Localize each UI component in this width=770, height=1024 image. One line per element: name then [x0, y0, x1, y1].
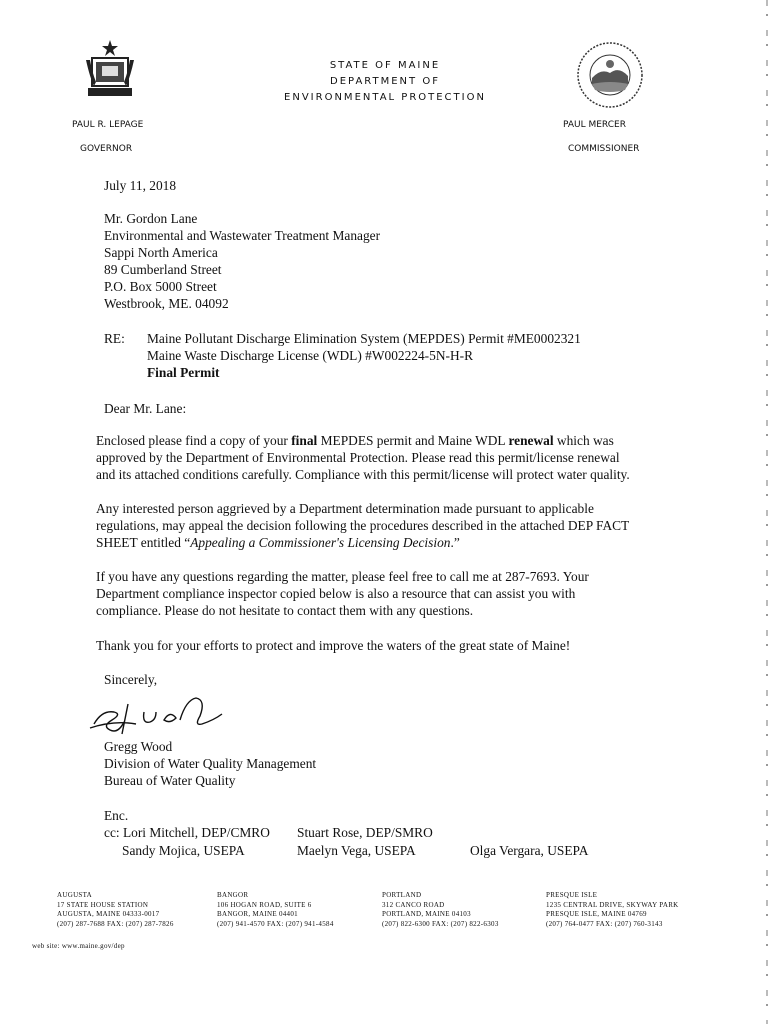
- address-line: Environmental and Wastewater Treatment Manager: [104, 228, 381, 243]
- enclosure-note: Enc.: [104, 808, 129, 823]
- header-line-department: DEPARTMENT OF: [330, 76, 440, 87]
- paragraph-enclosure: [96, 432, 696, 483]
- paragraph-line: and its attached conditions carefully. Compliance with this permit/license will protect water quality.: [96, 467, 630, 482]
- address-line: Westbrook, ME. 04092: [104, 296, 229, 311]
- footer-website: web site: www.maine.gov/dep: [32, 942, 125, 950]
- salutation: Dear Mr. Lane:: [104, 401, 187, 416]
- text-run: Enclosed please find a copy of your: [96, 433, 292, 448]
- office-line: (207) 822-6300 FAX: (207) 822-6303: [382, 919, 499, 928]
- re-line-permit: Maine Pollutant Discharge Elimination System (MEPDES) Permit #ME0002321: [147, 331, 581, 346]
- paragraph-line: Department compliance inspector copied below is also a resource that can assist you with: [96, 586, 576, 601]
- paragraph-line: Any interested person aggrieved by a Department determination made pursuant to applicable: [96, 501, 594, 516]
- footer-office-bangor: [217, 891, 334, 929]
- re-line-license: Maine Waste Discharge License (WDL) #W002224-5N-H-R: [147, 348, 474, 363]
- recipient-address: [104, 210, 380, 312]
- paragraph-line: [96, 534, 696, 551]
- commissioner-title: COMMISSIONER: [568, 144, 640, 154]
- text-italic-title: Appealing a Commissioner's Licensing Decision: [190, 535, 451, 550]
- paragraph-appeal: [96, 500, 696, 551]
- department-header: [260, 58, 510, 106]
- signer-name: Gregg Wood: [104, 739, 173, 754]
- paragraph-line: approved by the Department of Environmental Protection. Please read this permit/license renewal: [96, 450, 620, 465]
- cc-name: Maelyn Vega, USEPA: [297, 843, 416, 858]
- office-line: AUGUSTA, MAINE 04333-0017: [57, 910, 160, 918]
- text-bold-final: final: [291, 433, 318, 448]
- cc-first: cc: Lori Mitchell, DEP/CMRO: [104, 825, 270, 840]
- text-run: which was: [553, 433, 614, 448]
- paragraph-line: Thank you for your efforts to protect and improve the waters of the great state of Maine!: [96, 638, 571, 653]
- closing: Sincerely,: [104, 672, 158, 687]
- office-name: PRESQUE ISLE: [546, 891, 598, 899]
- address-line: Mr. Gordon Lane: [104, 211, 198, 226]
- footer-office-portland: [382, 891, 499, 929]
- office-line: (207) 764-0477 FAX: (207) 760-3143: [546, 919, 663, 928]
- cc-name: Olga Vergara, USEPA: [470, 843, 589, 858]
- office-line: 1235 CENTRAL DRIVE, SKYWAY PARK: [546, 900, 679, 909]
- address-line: P.O. Box 5000 Street: [104, 279, 217, 294]
- address-line: 89 Cumberland Street: [104, 262, 222, 277]
- signer-division: Division of Water Quality Management: [104, 756, 317, 771]
- text-run: .”: [450, 535, 460, 550]
- signer-bureau: Bureau of Water Quality: [104, 773, 236, 788]
- commissioner-name: PAUL MERCER: [563, 120, 626, 130]
- governor-title: GOVERNOR: [80, 144, 133, 154]
- handwritten-signature: [84, 690, 234, 738]
- signer-block: [104, 738, 316, 789]
- re-label: RE:: [104, 331, 125, 346]
- office-line: PORTLAND, MAINE 04103: [382, 910, 471, 918]
- paragraph-line: compliance. Please do not hesitate to contact them with any questions.: [96, 603, 474, 618]
- letter-date: July 11, 2018: [104, 178, 177, 193]
- text-run: MEPDES permit and Maine WDL: [317, 433, 509, 448]
- cc-name: Stuart Rose, DEP/SMRO: [297, 825, 433, 840]
- paragraph-thanks: [96, 637, 696, 654]
- header-line-state: STATE OF MAINE: [329, 60, 441, 71]
- text-run: SHEET entitled “: [96, 535, 191, 550]
- office-name: BANGOR: [217, 891, 249, 899]
- governor-name: PAUL R. LEPAGE: [72, 120, 144, 130]
- paragraph-line: If you have any questions regarding the matter, please feel free to call me at 287-7693. Your: [96, 569, 589, 584]
- text-bold-renewal: renewal: [508, 433, 554, 448]
- address-line: Sappi North America: [104, 245, 218, 260]
- office-line: 17 STATE HOUSE STATION: [57, 900, 149, 909]
- office-line: 312 CANCO ROAD: [382, 900, 445, 909]
- footer-office-presque-isle: [546, 891, 679, 929]
- office-name: PORTLAND: [382, 891, 422, 899]
- paragraph-line: regulations, may appeal the decision following the procedures described in the attached DEP FACT: [96, 518, 630, 533]
- office-name: AUGUSTA: [57, 891, 92, 899]
- paragraph-line: [96, 432, 696, 449]
- re-subject: [147, 330, 581, 381]
- footer-office-augusta: [57, 891, 174, 929]
- office-line: BANGOR, MAINE 04401: [217, 910, 298, 918]
- header-line-protection: ENVIRONMENTAL PROTECTION: [284, 92, 486, 103]
- office-line: 106 HOGAN ROAD, SUITE 6: [217, 900, 312, 909]
- paragraph-questions: [96, 568, 696, 619]
- scan-edge-artifact: [766, 0, 768, 1024]
- office-line: (207) 941-4570 FAX: (207) 941-4584: [217, 919, 334, 928]
- dep-seal: [575, 40, 645, 110]
- office-line: (207) 287-7688 FAX: (207) 287-7826: [57, 919, 174, 928]
- office-line: PRESQUE ISLE, MAINE 04769: [546, 910, 647, 918]
- cc-name: Sandy Mojica, USEPA: [122, 843, 245, 858]
- state-coat-of-arms-seal: [84, 38, 136, 100]
- re-line-final: Final Permit: [147, 365, 220, 380]
